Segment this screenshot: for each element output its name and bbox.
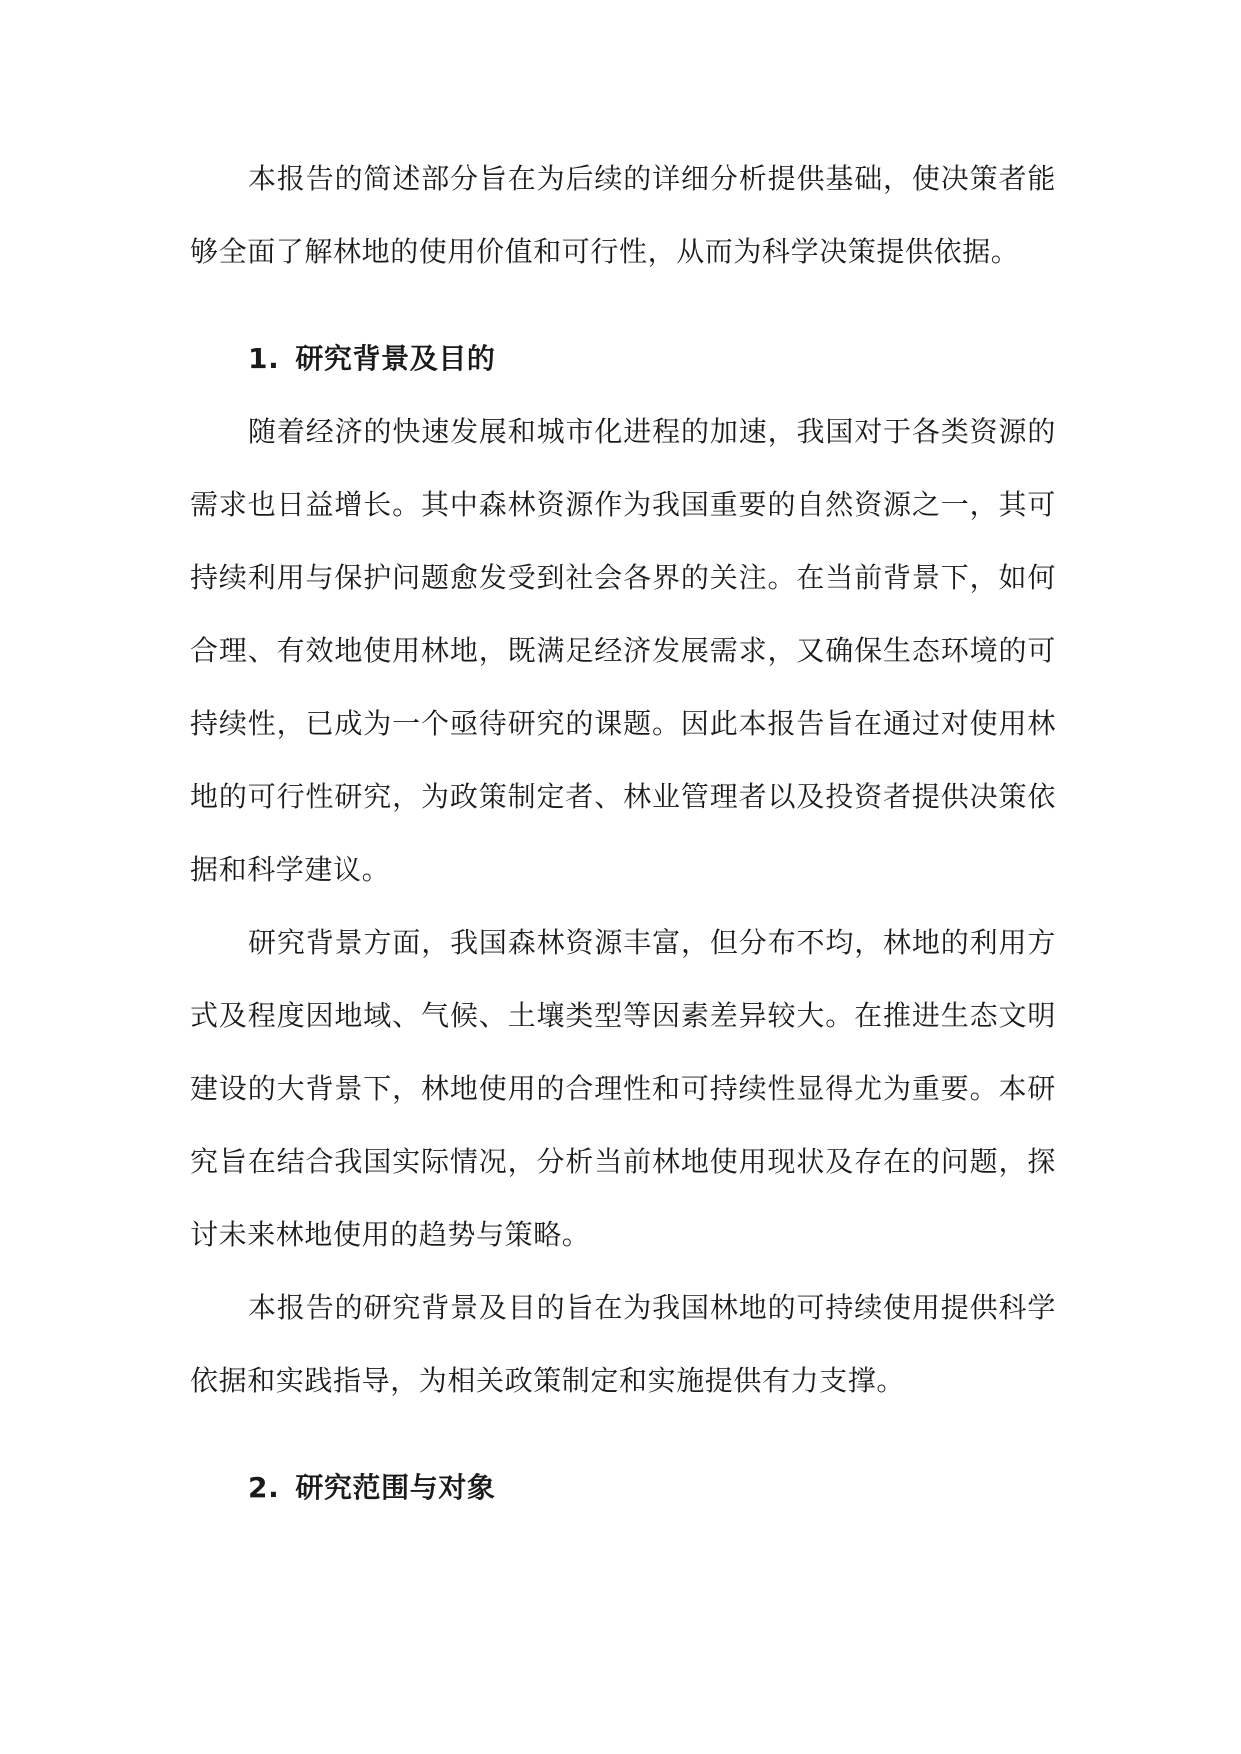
section-1-title: 研究背景及目的 [295, 342, 496, 375]
intro-paragraph: 本报告的简述部分旨在为后续的详细分析提供基础，使决策者能够全面了解林地的使用价值和可行性，从而为科学决策提供依据。 [190, 162, 1056, 268]
section-1-number: 1. [248, 342, 280, 375]
document-body [190, 142, 1056, 1524]
section-2-title: 研究范围与对象 [295, 1471, 496, 1504]
section-1-paragraph-3: 本报告的研究背景及目的旨在为我国林地的可持续使用提供科学依据和实践指导，为相关政策制定和实施提供有力支撑。 [190, 1291, 1056, 1397]
section-1-paragraph-2: 研究背景方面，我国森林资源丰富，但分布不均，林地的利用方式及程度因地域、气候、土壤类型等因素差异较大。在推进生态文明建设的大背景下，林地使用的合理性和可持续性显得尤为重要。本研究旨在结合我国实际情况，分析当前林地使用现状及存在的问题，探讨未来林地使用的趋势与策略。 [190, 926, 1056, 1251]
section-1-heading [190, 322, 1056, 395]
section-2-number: 2. [248, 1471, 280, 1504]
section-1-paragraph-1: 随着经济的快速发展和城市化进程的加速，我国对于各类资源的需求也日益增长。其中森林资源作为我国重要的自然资源之一，其可持续利用与保护问题愈发受到社会各界的关注。在当前背景下，如何合理、有效地使用林地，既满足经济发展需求，又确保生态环境的可持续性，已成为一个亟待研究的课题。因此本报告旨在通过对使用林地的可行性研究，为政策制定者、林业管理者以及投资者提供决策依据和科学建议。 [190, 415, 1056, 886]
section-2-heading [190, 1451, 1056, 1524]
